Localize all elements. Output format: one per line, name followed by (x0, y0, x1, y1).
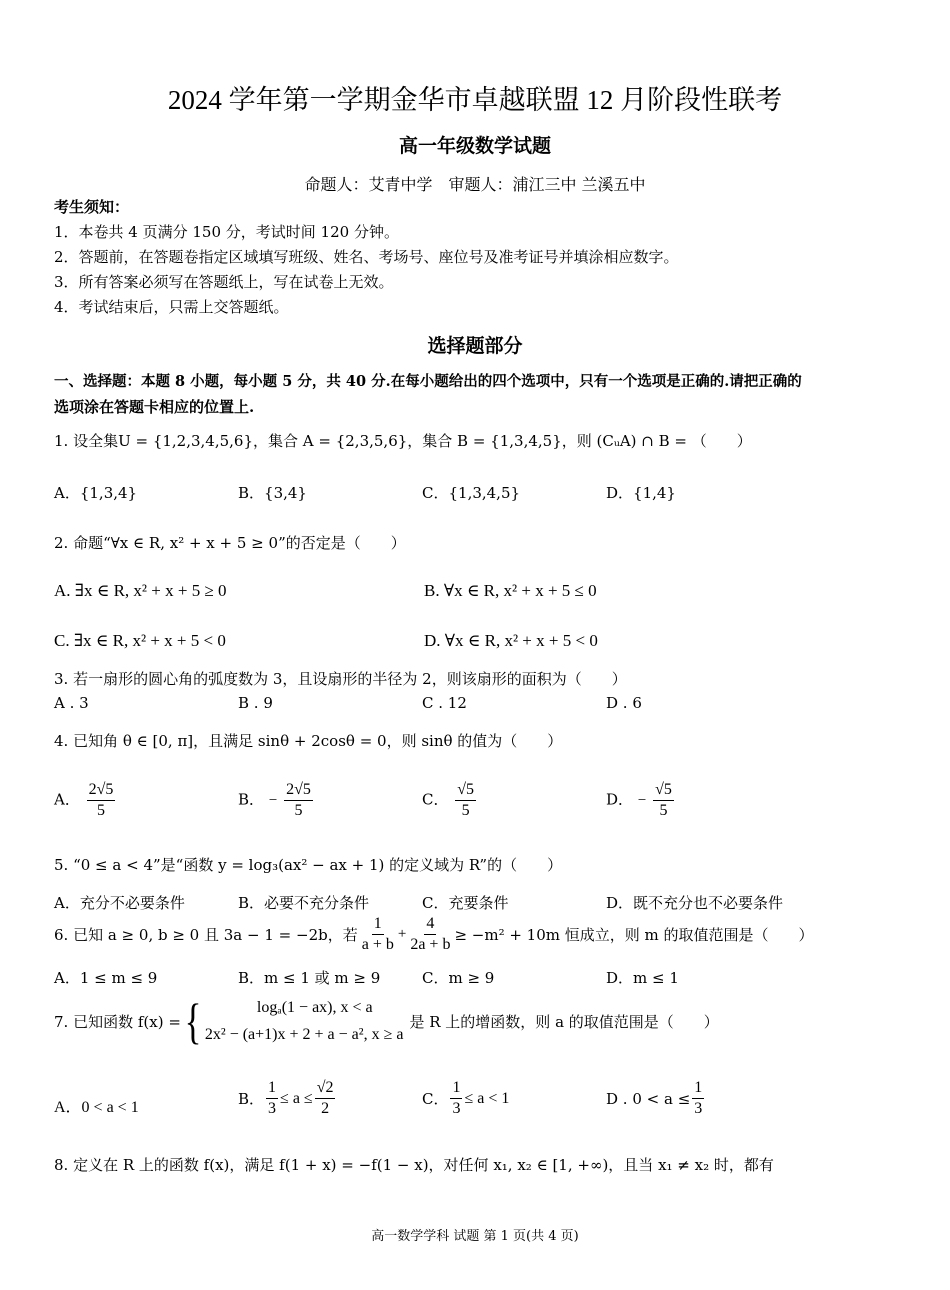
fraction-numerator: √5 (455, 780, 476, 801)
option-label: C． (422, 1090, 449, 1108)
question-6-stem-post: ≥ −m² + 10m 恒成立，则 m 的取值范围是（ ） (454, 926, 814, 944)
brace: { (184, 993, 202, 1050)
question-5-option-c: C．充要条件 (422, 894, 509, 912)
question-6-stem (54, 914, 814, 955)
piecewise (205, 994, 404, 1048)
fraction-denominator: 5 (97, 802, 106, 819)
question-4-option-c (422, 780, 478, 821)
fraction-numerator: √5 (653, 780, 674, 801)
question-5-option-a: A．充分不必要条件 (54, 894, 185, 912)
fraction-denominator: 5 (461, 802, 470, 819)
fraction (360, 914, 396, 955)
question-6-option-d: D．m ≤ 1 (606, 969, 679, 987)
section-title: 选择题部分 (427, 335, 523, 357)
question-1-option-a: A．{1,3,4} (54, 484, 138, 502)
exam-subtitle: 高一年级数学试题 (398, 135, 551, 157)
question-4-option-a (54, 780, 117, 821)
fraction (692, 1078, 704, 1119)
section-instruction-cont: 选项涂在答题卡相应的位置上. (54, 398, 255, 416)
question-3-option-d: D . 6 (606, 694, 642, 712)
piece-2: 2x² − (a+1)x + 2 + a − a², x ≥ a (204, 1026, 404, 1044)
option-label: B． (238, 790, 265, 809)
inequality: ≤ a ≤ (280, 1089, 313, 1107)
fraction (450, 1078, 462, 1119)
fraction (408, 914, 452, 955)
fraction-numerator: 1 (372, 914, 384, 935)
fraction-numerator: 4 (424, 914, 436, 935)
fraction (455, 780, 476, 821)
question-7-option-a: A．0 < a < 1 (54, 1099, 139, 1116)
question-8-stem: 8. 定义在 R 上的函数 f(x)，满足 f(1 + x) = −f(1 − x)，对任何 x₁, x₂ ∈ [1, +∞)，且当 x₁ ≠ x₂ 时，都有 (54, 1156, 774, 1174)
fraction-denominator: a + b (361, 936, 394, 953)
notice-item: 1．本卷共 4 页满分 150 分，考试时间 120 分钟。 (54, 223, 399, 241)
question-1-option-b: B．{3,4} (238, 484, 307, 502)
notice-item: 4．考试结束后，只需上交答题纸。 (54, 298, 289, 316)
fraction-numerator: √2 (315, 1078, 336, 1099)
question-3-option-a: A . 3 (54, 694, 89, 712)
notice-heading: 考生须知： (54, 198, 130, 216)
question-4-stem: 4. 已知角 θ ∈ [0, π]，且满足 sinθ + 2cosθ = 0，则 sinθ 的值为（ ） (54, 732, 563, 750)
option-label: A． (54, 790, 80, 809)
exam-authors: 命题人：艾青中学 审题人：浦江三中 兰溪五中 (304, 175, 646, 194)
question-4-option-b (238, 780, 315, 821)
section-instruction: 一、选择题：本题 8 小题，每小题 5 分，共 40 分.在每小题给出的四个选项中，只有一个选项是正确的.请把正确的 (54, 373, 802, 390)
question-3-option-b: B . 9 (238, 694, 273, 712)
fraction-denominator: 5 (659, 802, 668, 819)
fraction-denominator: 3 (694, 1100, 703, 1117)
question-5-option-d: D．既不充分也不必要条件 (606, 894, 784, 912)
fraction-numerator: 2√5 (284, 780, 313, 801)
fraction-numerator: 1 (450, 1078, 462, 1099)
question-2-option-b: B. ∀x ∈ R, x² + x + 5 ≤ 0 (424, 581, 597, 600)
fraction-denominator: 3 (268, 1100, 277, 1117)
question-1-stem: 1. 设全集U = {1,2,3,4,5,6}，集合 A = {2,3,5,6}，集合 B = {1,3,4,5}，则 (CᵤA) ∩ B = （ ） (54, 432, 752, 450)
fraction-numerator: 1 (266, 1078, 278, 1099)
question-3-stem: 3. 若一扇形的圆心角的弧度数为 3，且设扇形的半径为 2，则该扇形的面积为（ ） (54, 670, 627, 688)
fraction (315, 1078, 336, 1119)
fraction-denominator: 2 (321, 1100, 330, 1117)
question-6-option-b: B．m ≤ 1 或 m ≥ 9 (238, 969, 381, 987)
question-2-option-d: D. ∀x ∈ R, x² + x + 5 < 0 (424, 631, 598, 650)
fraction-denominator: 3 (452, 1100, 461, 1117)
question-1-option-d: D．{1,4} (606, 484, 676, 502)
question-6-stem-pre: 6. 已知 a ≥ 0, b ≥ 0 且 3a − 1 = −2b，若 (54, 926, 358, 944)
fraction-denominator: 5 (294, 802, 303, 819)
question-3-option-c: C . 12 (422, 694, 467, 712)
question-4-option-d (606, 780, 676, 821)
plus-sign: + (397, 926, 407, 942)
question-7-stem (54, 994, 719, 1048)
piece-1: logₐ(1 − ax), x < a (256, 999, 373, 1016)
question-6-option-a: A．1 ≤ m ≤ 9 (54, 969, 158, 987)
question-7-option-c (422, 1078, 509, 1119)
option-label: D . 0 < a ≤ (606, 1089, 691, 1108)
fraction (284, 780, 313, 821)
fraction (266, 1078, 278, 1119)
question-2-option-c: C. ∃x ∈ R, x² + x + 5 < 0 (54, 631, 226, 650)
fraction (87, 780, 116, 821)
option-label: B． (238, 1090, 265, 1108)
question-7-stem-post: 是 R 上的增函数，则 a 的取值范围是（ ） (409, 1012, 719, 1031)
minus-sign: − (268, 792, 278, 809)
notice-item: 2．答题前，在答题卷指定区域填写班级、姓名、考场号、座位号及准考证号并填涂相应数字。 (54, 248, 679, 266)
fraction-numerator: 2√5 (87, 780, 116, 801)
question-6-option-c: C．m ≥ 9 (422, 969, 495, 987)
question-2-stem: 2. 命题“∀x ∈ R, x² + x + 5 ≥ 0”的否定是（ ） (54, 534, 406, 552)
question-7-option-b (238, 1078, 337, 1119)
option-label: D． (606, 790, 634, 809)
question-5-option-b: B．必要不充分条件 (238, 894, 370, 912)
fraction-denominator: 2a + b (410, 936, 451, 953)
fraction-numerator: 1 (692, 1078, 704, 1099)
question-7-option-d (606, 1078, 706, 1119)
notice-item: 3．所有答案必须写在答题纸上，写在试卷上无效。 (54, 273, 394, 291)
exam-title: 2024 学年第一学期金华市卓越联盟 12 月阶段性联考 (167, 85, 783, 115)
question-5-stem: 5. “0 ≤ a < 4”是“函数 y = log₃(ax² − ax + 1) 的定义域为 R”的（ ） (54, 856, 563, 874)
question-7-stem-pre: 7. 已知函数 f(x) = (54, 1012, 181, 1031)
question-2-option-a: A. ∃x ∈ R, x² + x + 5 ≥ 0 (54, 581, 227, 600)
page-footer: 高一数学学科 试题 第 1 页(共 4 页) (371, 1229, 579, 1244)
question-1-option-c: C．{1,3,4,5} (422, 484, 521, 502)
inequality: ≤ a < 1 (464, 1089, 510, 1107)
fraction (653, 780, 674, 821)
minus-sign: − (637, 792, 647, 809)
option-label: C． (422, 790, 449, 809)
